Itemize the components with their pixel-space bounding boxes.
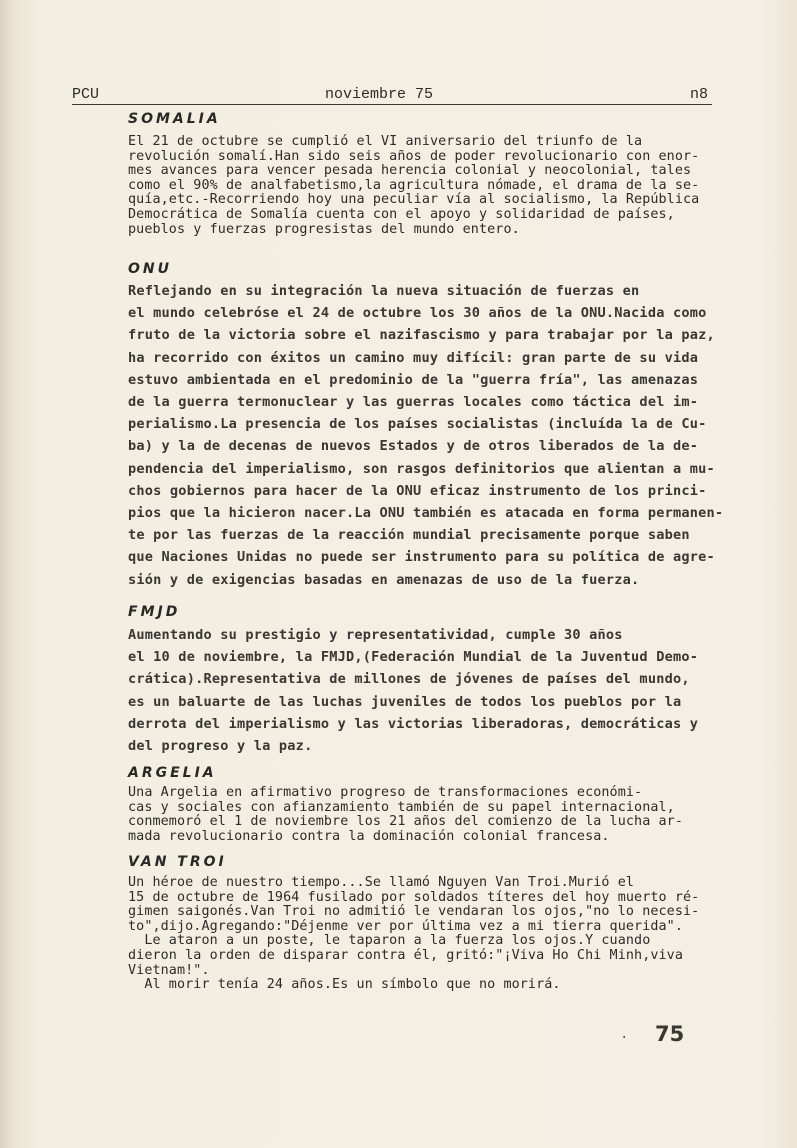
section-body-fmjd: Aumentando su prestigio y representatividad, cumple 30 años el 10 de noviembre, la FMJD,(Federación Mundial de la Juventud Demo- crática).Representativa de millones de jóvenes de países del mundo, es un baluarte de las luchas juveniles de todos los pueblos por la derrota del imperialismo y las victorias liberadoras, democráticas y del progreso y la paz.: [128, 627, 699, 755]
page-number: 75: [655, 1022, 685, 1046]
stray-dot: ·: [620, 1030, 629, 1046]
header-issue-number: n8: [689, 86, 708, 103]
section-body-van-troi: Un héroe de nuestro tiempo...Se llamó Nguyen Van Troi.Murió el 15 de octubre de 1964 fusilado por soldados títeres del hoy muerto ré- gimen saigonés.Van Troi no admitió le vendaran los ojos,"no lo necesi- to",dijo.Agregando:"Déjenme ver por última vez a mi tierra querida". Le ataron a un poste, le taparon a la fuerza los ojos.Y cuando dieron la orden de disparar contra él, gritó:"¡Viva Ho Chi Minh,viva Vietnam!". Al morir tenía 24 años.Es un símbolo que no morirá.: [128, 875, 700, 993]
section-heading-van-troi: VAN TROI: [128, 854, 227, 870]
section-body-onu: Reflejando en su integración la nueva situación de fuerzas en el mundo celebróse el 24 de octubre los 30 años de la ONU.Nacida como fruto de la victoria sobre el nazifascismo y para trabajar por la paz, ha recorrido con éxitos un camino muy difícil: gran parte de su vida estuvo ambientada en el predominio de la "guerra fría", las amenazas de la guerra termonuclear y las guerras locales como táctica del im- perialismo.La presencia de los países socialistas (incluída la de Cu- ba) y la de decenas de nuevos Estados y de otros liberados de la de- pendencia del imperialismo, son rasgos definitorios que alientan a mu- chos gobiernos para hacer de la ONU eficaz instrumento de los princi- pios que la hicieron nacer.La ONU también es atacada en forma permanen- te por las fuerzas de la reacción mundial precisamente porque saben que Naciones Unidas no puede ser instrumento para su política de agre- sión y de exigencias basadas en amenazas de uso de la fuerza.: [128, 283, 724, 588]
section-heading-somalia: SOMALIA: [128, 111, 221, 127]
section-body-somalia: El 21 de octubre se cumplió el VI aniversario del triunfo de la revolución somalí.Han sido seis años de poder revolucionario con enor- mes avances para vencer pesada herencia colonial y neocolonial, tales como el 90% de analfabetismo,la agricultura nómade, el drama de la se- quía,etc.-Recorriendo hoy una peculiar vía al socialismo, la República Democrática de Somalía cuenta con el apoyo y solidaridad de países, pueblos y fuerzas progresistas del mundo entero.: [128, 134, 700, 237]
section-heading-fmjd: FMJD: [128, 604, 181, 620]
header-rule: [72, 104, 712, 105]
section-body-argelia: Una Argelia en afirmativo progreso de transformaciones económi- cas y sociales con afianzamiento también de su papel internacional, conmemoró el 1 de noviembre los 21 años del comienzo de la lucha ar- mada revolucionario contra la dominación colonial francesa.: [128, 785, 684, 844]
header-date: noviembre 75: [325, 86, 434, 103]
header-publication: PCU: [72, 86, 100, 103]
section-heading-onu: ONU: [128, 261, 172, 277]
section-heading-argelia: ARGELIA: [128, 765, 217, 781]
page-header: [72, 86, 712, 106]
